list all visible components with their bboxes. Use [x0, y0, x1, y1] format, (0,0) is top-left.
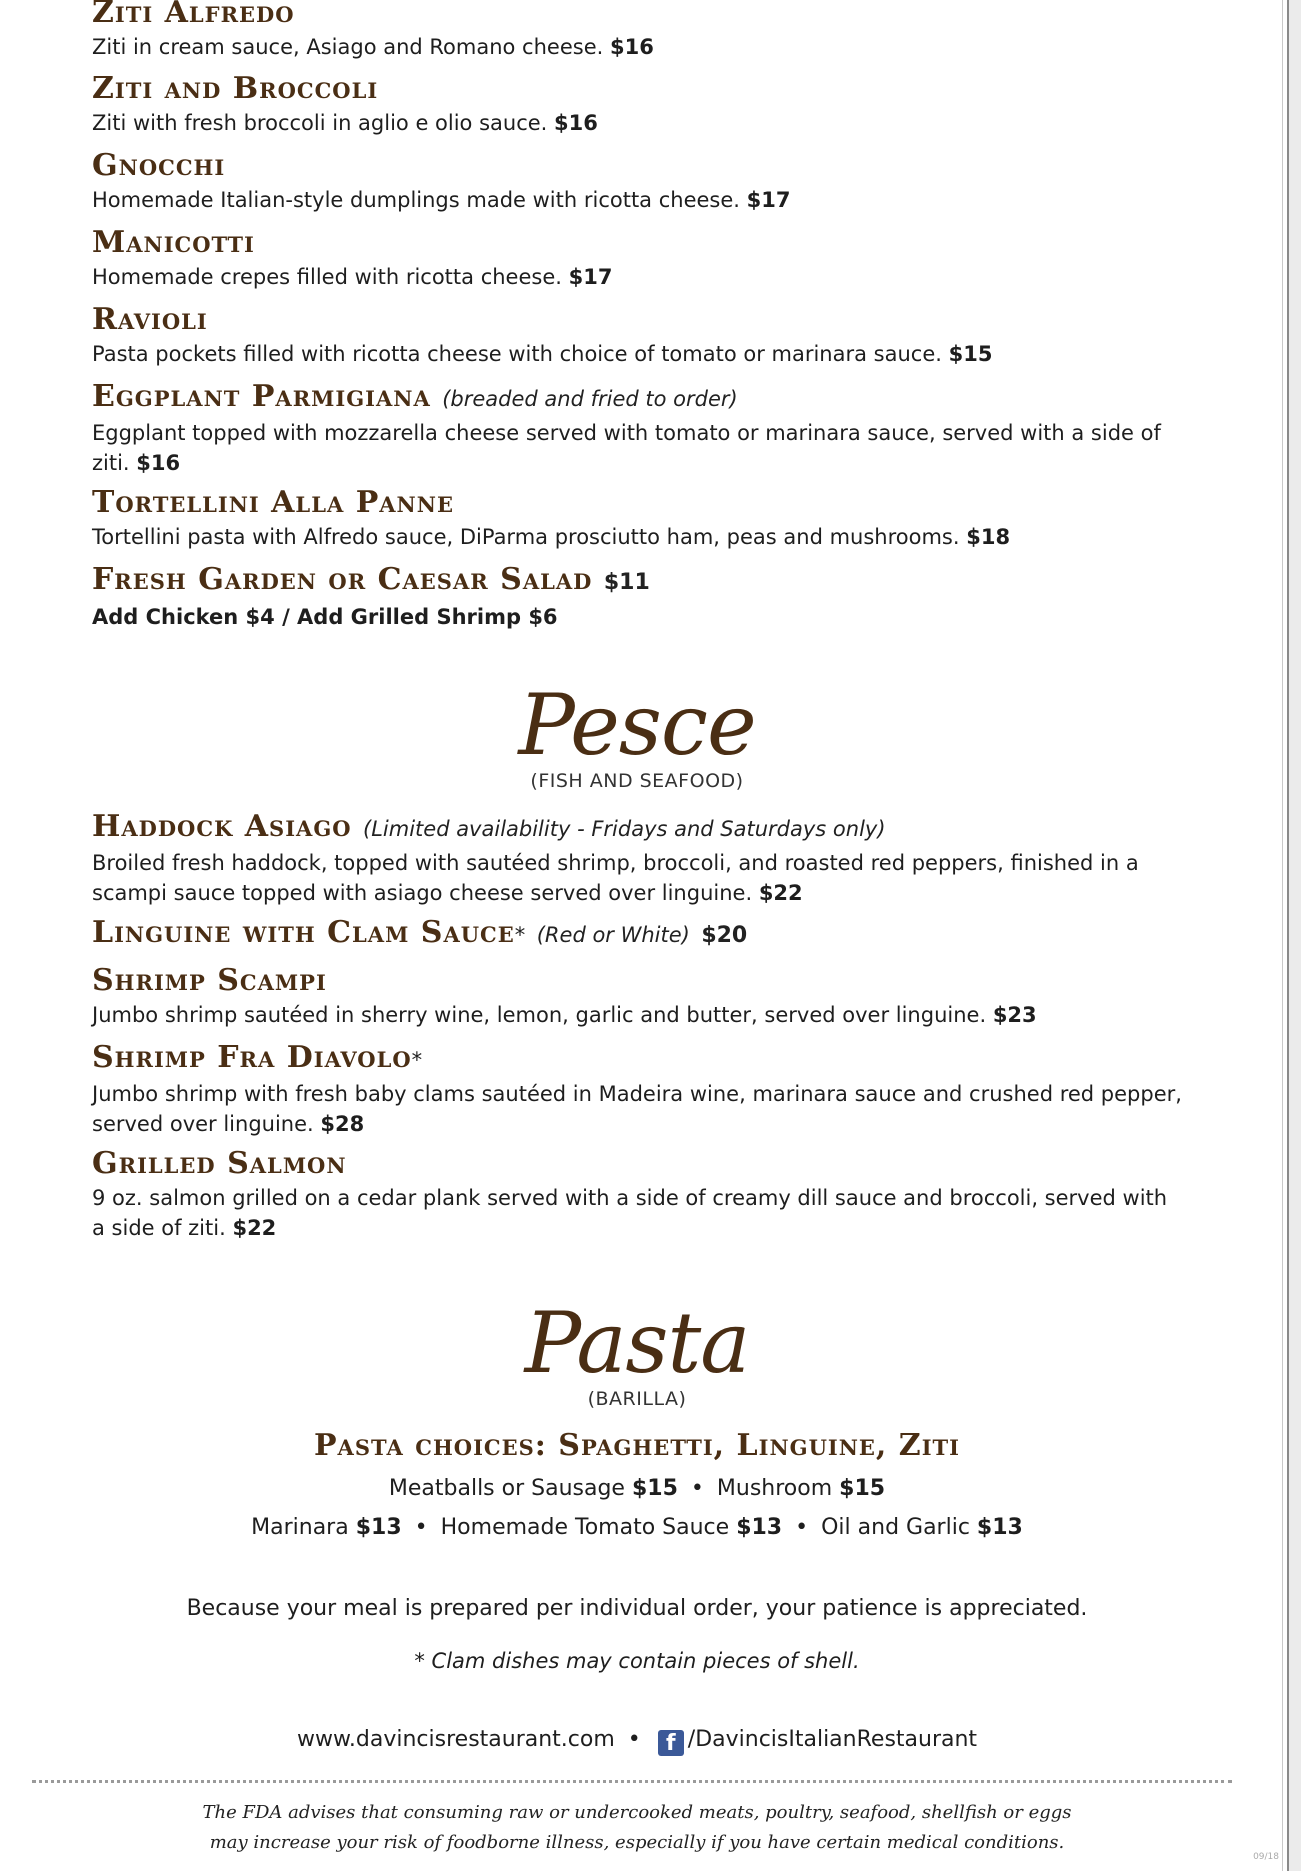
- item-desc-text: 9 oz. salmon grilled on a cedar plank served with a side of creamy dill sauce and broccoli, served with a side of ziti.: [92, 1186, 1168, 1240]
- item-name-row: [92, 1041, 1182, 1077]
- option-label: Mushroom: [716, 1476, 833, 1501]
- item-name: Ravioli: [92, 302, 208, 337]
- item-name-row: [92, 916, 1182, 953]
- bullet: •: [627, 1727, 641, 1752]
- item-desc-text: Homemade Italian-style dumplings made with ricotta cheese.: [92, 188, 740, 212]
- item-name-row: [92, 380, 1182, 416]
- footer-divider: [32, 1780, 1232, 1783]
- section-header-pasta: [92, 1294, 1182, 1410]
- menu-item: [92, 563, 650, 632]
- item-name: Manicotti: [92, 225, 255, 260]
- item-name: Fresh Garden or Caesar Salad: [92, 562, 593, 597]
- menu-item: [92, 1041, 1182, 1139]
- item-price: $18: [966, 525, 1011, 549]
- item-desc-text: Eggplant topped with mozzarella cheese served with tomato or marinara sauce, served with a side of ziti.: [92, 421, 1161, 475]
- pasta-choices-title: Pasta choices: Spaghetti, Linguine, Ziti: [314, 1428, 960, 1463]
- patience-note: Because your meal is prepared per individual order, your patience is appreciated.: [186, 1596, 1088, 1621]
- option-price: $15: [631, 1476, 678, 1501]
- menu-item: [92, 486, 1010, 552]
- item-price: $17: [568, 265, 613, 289]
- menu-item: [92, 1147, 1182, 1243]
- item-desc-text: Pasta pockets filled with ricotta cheese with choice of tomato or marinara sauce.: [92, 342, 942, 366]
- fda-line-2: may increase your risk of foodborne illness, especially if you have certain medical conditions.: [209, 1832, 1065, 1853]
- section-subtitle: (BARILLA): [587, 1388, 687, 1410]
- menu-item: [92, 380, 1182, 478]
- item-name: Haddock Asiago: [92, 809, 352, 844]
- menu-item: [92, 72, 598, 138]
- menu-item: [92, 810, 1182, 908]
- item-name: Grilled Salmon: [92, 1146, 347, 1181]
- clam-note: * Clam dishes may contain pieces of shell.: [414, 1649, 860, 1673]
- website-link[interactable]: www.davincisrestaurant.com: [296, 1727, 615, 1752]
- fda-disclaimer: [92, 1798, 1182, 1858]
- item-description: [92, 262, 612, 292]
- menu-item: [92, 0, 654, 62]
- page-edge-shadow: [1282, 0, 1283, 1871]
- item-desc-text: Homemade crepes filled with ricotta cheese.: [92, 265, 562, 289]
- item-desc-text: Ziti with fresh broccoli in aglio e olio sauce.: [92, 111, 548, 135]
- item-addons: Add Chicken $4 / Add Grilled Shrimp $6: [92, 605, 558, 629]
- option-label: Meatballs or Sausage: [388, 1476, 625, 1501]
- bullet: •: [795, 1515, 809, 1540]
- option-price: $15: [839, 1476, 886, 1501]
- item-description: [92, 32, 654, 62]
- item-mark: *: [514, 923, 526, 947]
- item-price: $20: [701, 923, 748, 948]
- item-price: $16: [554, 111, 598, 135]
- item-name: Gnocchi: [92, 148, 226, 183]
- section-subtitle: (FISH AND SEAFOOD): [530, 770, 744, 792]
- option-label: Oil and Garlic: [821, 1515, 970, 1540]
- item-price: $11: [603, 570, 650, 595]
- menu-item: [92, 149, 791, 215]
- contact-line: [92, 1727, 1182, 1756]
- item-desc-text: Jumbo shrimp sautéed in sherry wine, lemon, garlic and butter, served over linguine.: [92, 1003, 987, 1027]
- item-note: (Limited availability - Fridays and Saturdays only): [363, 817, 886, 841]
- item-price: $22: [758, 881, 803, 905]
- pasta-options-line1: [92, 1476, 1182, 1501]
- item-name: Ziti and Broccoli: [92, 71, 379, 106]
- facebook-link[interactable]: /DavincisItalianRestaurant: [687, 1727, 978, 1752]
- option-label: Homemade Tomato Sauce: [440, 1515, 730, 1540]
- item-description: [92, 522, 1010, 552]
- menu-item: [92, 964, 1037, 1030]
- print-stamp: 09/18: [1253, 1852, 1279, 1862]
- menu-item: [92, 916, 1182, 953]
- item-description: [92, 1183, 1182, 1243]
- fda-line-1: The FDA advises that consuming raw or undercooked meats, poultry, seafood, shellfish or eggs: [202, 1802, 1072, 1823]
- section-title: Pasta: [524, 1294, 750, 1392]
- item-note: (Red or White): [536, 923, 690, 947]
- item-name: Tortellini Alla Panne: [92, 485, 454, 520]
- item-price: $23: [992, 1003, 1037, 1027]
- item-description: [92, 339, 992, 369]
- item-desc-text: Ziti in cream sauce, Asiago and Romano cheese.: [92, 35, 604, 59]
- section-header-pesce: [92, 676, 1182, 792]
- item-name: Shrimp Fra Diavolo: [92, 1040, 412, 1075]
- item-description: [92, 418, 1182, 478]
- item-description: [92, 108, 598, 138]
- item-name: Shrimp Scampi: [92, 963, 327, 998]
- option-price: $13: [355, 1515, 402, 1540]
- section-title: Pesce: [518, 676, 756, 774]
- page-edge-margin: [1289, 0, 1301, 1871]
- item-description: [92, 1079, 1182, 1139]
- item-name: Ziti Alfredo: [92, 0, 295, 30]
- item-name-row: [92, 810, 1182, 846]
- option-price: $13: [976, 1515, 1023, 1540]
- item-name: Eggplant Parmigiana: [92, 379, 431, 414]
- option-price: $13: [736, 1515, 783, 1540]
- item-price: $22: [232, 1216, 277, 1240]
- item-name-row: [92, 563, 650, 600]
- item-desc-text: Tortellini pasta with Alfredo sauce, DiParma prosciutto ham, peas and mushrooms.: [92, 525, 960, 549]
- bullet: •: [414, 1515, 428, 1540]
- item-description: [92, 848, 1182, 908]
- item-price: $16: [136, 451, 181, 475]
- menu-item: [92, 226, 612, 292]
- menu-item: [92, 303, 992, 369]
- item-price: $17: [746, 188, 791, 212]
- item-description: [92, 1000, 1037, 1030]
- item-price: $16: [609, 35, 654, 59]
- item-desc-text: Jumbo shrimp with fresh baby clams sautéed in Madeira wine, marinara sauce and crushed red pepper, served over linguine.: [92, 1082, 1182, 1136]
- item-desc-text: Broiled fresh haddock, topped with sautéed shrimp, broccoli, and roasted red peppers, finished in a scampi sauce topped with asiago cheese served over linguine.: [92, 851, 1139, 905]
- bullet: •: [690, 1476, 704, 1501]
- pasta-options-line2: [92, 1515, 1182, 1540]
- item-price: $15: [948, 342, 993, 366]
- item-price: $28: [320, 1112, 365, 1136]
- item-note: (breaded and fried to order): [442, 387, 738, 411]
- item-description: [92, 185, 791, 215]
- option-label: Marinara: [251, 1515, 349, 1540]
- item-name: Linguine with Clam Sauce: [92, 915, 515, 950]
- item-mark: *: [411, 1048, 423, 1072]
- facebook-icon[interactable]: f: [658, 1730, 684, 1756]
